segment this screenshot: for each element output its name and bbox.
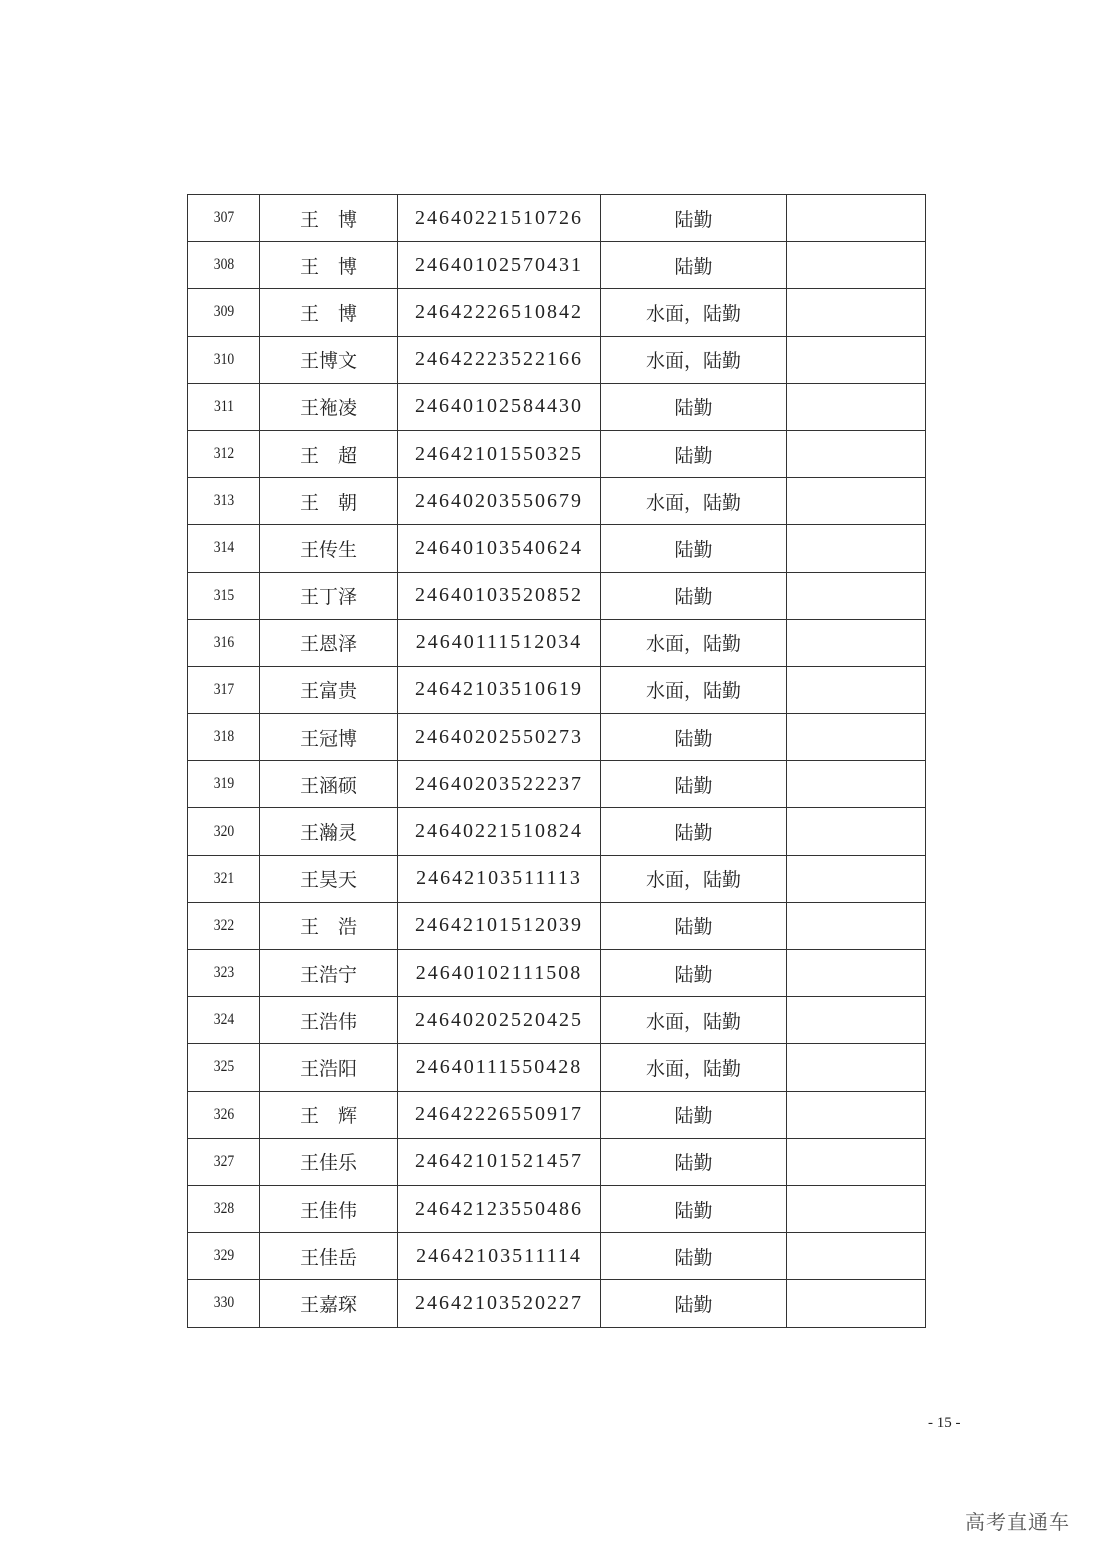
exam-id-cell: 24640202520425 — [398, 997, 601, 1044]
category-cell: 陆勤 — [601, 902, 787, 949]
category-cell: 水面，陆勤 — [601, 855, 787, 902]
candidate-name-cell: 王传生 — [260, 525, 398, 572]
table-row — [188, 619, 926, 666]
row-number-cell: 319 — [193, 761, 254, 808]
candidate-name-cell: 王 博 — [260, 289, 398, 336]
candidate-name-cell: 王佳岳 — [260, 1233, 398, 1280]
candidate-name-cell: 王浩阳 — [260, 1044, 398, 1091]
exam-id-cell: 24642103511114 — [398, 1233, 601, 1280]
exam-id-cell: 24642226510842 — [398, 289, 601, 336]
watermark-logo: 高考直通车 — [965, 1510, 1070, 1534]
candidate-name-cell: 王佳伟 — [260, 1185, 398, 1232]
table-row — [188, 1091, 926, 1138]
candidate-table — [187, 194, 926, 1328]
row-number-cell: 312 — [193, 430, 254, 477]
exam-id-cell: 24640102111508 — [398, 950, 601, 997]
candidate-name-cell: 王 浩 — [260, 902, 398, 949]
table-row — [188, 478, 926, 525]
table-row — [188, 1280, 926, 1327]
exam-id-cell: 24642103510619 — [398, 666, 601, 713]
table-row — [188, 1044, 926, 1091]
table-row — [188, 525, 926, 572]
exam-id-cell: 24640102570431 — [398, 242, 601, 289]
category-cell: 陆勤 — [601, 808, 787, 855]
remark-cell — [787, 242, 926, 289]
candidate-name-cell: 王浩伟 — [260, 997, 398, 1044]
row-number-cell: 308 — [193, 242, 254, 289]
candidate-name-cell: 王 辉 — [260, 1091, 398, 1138]
exam-id-cell: 24642223522166 — [398, 336, 601, 383]
row-number-cell: 316 — [193, 619, 254, 666]
exam-id-cell: 24642103520227 — [398, 1280, 601, 1327]
exam-id-cell: 24640111512034 — [398, 619, 601, 666]
exam-id-cell: 24642101512039 — [398, 902, 601, 949]
row-number-cell: 322 — [193, 902, 254, 949]
remark-cell — [787, 714, 926, 761]
candidate-name-cell: 王袘凌 — [260, 383, 398, 430]
row-number-cell: 307 — [193, 195, 254, 242]
category-cell: 水面，陆勤 — [601, 619, 787, 666]
remark-cell — [787, 997, 926, 1044]
row-number-cell: 324 — [193, 997, 254, 1044]
exam-id-cell: 24640221510824 — [398, 808, 601, 855]
table-row — [188, 997, 926, 1044]
row-number-cell: 309 — [193, 289, 254, 336]
category-cell: 水面，陆勤 — [601, 666, 787, 713]
category-cell: 陆勤 — [601, 761, 787, 808]
remark-cell — [787, 572, 926, 619]
exam-id-cell: 24640203550679 — [398, 478, 601, 525]
table-row — [188, 572, 926, 619]
exam-id-cell: 24640111550428 — [398, 1044, 601, 1091]
exam-id-cell: 24640202550273 — [398, 714, 601, 761]
remark-cell — [787, 383, 926, 430]
row-number-cell: 325 — [193, 1044, 254, 1091]
table-row — [188, 336, 926, 383]
candidate-name-cell: 王 博 — [260, 242, 398, 289]
candidate-name-cell: 王瀚灵 — [260, 808, 398, 855]
candidate-name-cell: 王恩泽 — [260, 619, 398, 666]
remark-cell — [787, 1185, 926, 1232]
table-row — [188, 808, 926, 855]
table-row — [188, 1138, 926, 1185]
category-cell: 陆勤 — [601, 1233, 787, 1280]
table-row — [188, 1185, 926, 1232]
candidate-name-cell: 王佳乐 — [260, 1138, 398, 1185]
table-row — [188, 714, 926, 761]
row-number-cell: 311 — [193, 383, 254, 430]
remark-cell — [787, 289, 926, 336]
exam-id-cell: 24640203522237 — [398, 761, 601, 808]
exam-id-cell: 24642103511113 — [398, 855, 601, 902]
remark-cell — [787, 430, 926, 477]
remark-cell — [787, 478, 926, 525]
exam-id-cell: 24642101550325 — [398, 430, 601, 477]
page-number: - 15 - — [928, 1415, 961, 1431]
table-row — [188, 950, 926, 997]
category-cell: 陆勤 — [601, 195, 787, 242]
category-cell: 陆勤 — [601, 950, 787, 997]
candidate-name-cell: 王 博 — [260, 195, 398, 242]
table-row — [188, 242, 926, 289]
category-cell: 陆勤 — [601, 714, 787, 761]
category-cell: 陆勤 — [601, 1185, 787, 1232]
candidate-name-cell: 王嘉琛 — [260, 1280, 398, 1327]
table-row — [188, 1233, 926, 1280]
category-cell: 陆勤 — [601, 1280, 787, 1327]
candidate-name-cell: 王冠博 — [260, 714, 398, 761]
table-row — [188, 902, 926, 949]
exam-id-cell: 24640103540624 — [398, 525, 601, 572]
remark-cell — [787, 950, 926, 997]
exam-id-cell: 24640102584430 — [398, 383, 601, 430]
remark-cell — [787, 619, 926, 666]
category-cell: 水面，陆勤 — [601, 336, 787, 383]
category-cell: 水面，陆勤 — [601, 1044, 787, 1091]
table-row — [188, 761, 926, 808]
row-number-cell: 320 — [193, 808, 254, 855]
remark-cell — [787, 1233, 926, 1280]
remark-cell — [787, 1280, 926, 1327]
remark-cell — [787, 336, 926, 383]
remark-cell — [787, 195, 926, 242]
table-row — [188, 855, 926, 902]
candidate-name-cell: 王博文 — [260, 336, 398, 383]
candidate-name-cell: 王 朝 — [260, 478, 398, 525]
category-cell: 陆勤 — [601, 383, 787, 430]
remark-cell — [787, 855, 926, 902]
row-number-cell: 315 — [193, 572, 254, 619]
table-row — [188, 430, 926, 477]
remark-cell — [787, 1138, 926, 1185]
candidate-name-cell: 王富贵 — [260, 666, 398, 713]
category-cell: 陆勤 — [601, 525, 787, 572]
exam-id-cell: 24642226550917 — [398, 1091, 601, 1138]
remark-cell — [787, 666, 926, 713]
row-number-cell: 314 — [193, 525, 254, 572]
row-number-cell: 326 — [193, 1091, 254, 1138]
row-number-cell: 310 — [193, 336, 254, 383]
category-cell: 水面，陆勤 — [601, 289, 787, 336]
candidate-name-cell: 王涵硕 — [260, 761, 398, 808]
candidate-name-cell: 王昊天 — [260, 855, 398, 902]
table-row — [188, 195, 926, 242]
row-number-cell: 318 — [193, 714, 254, 761]
table-body — [188, 195, 926, 1328]
remark-cell — [787, 525, 926, 572]
row-number-cell: 317 — [193, 666, 254, 713]
category-cell: 水面，陆勤 — [601, 478, 787, 525]
exam-id-cell: 24642101521457 — [398, 1138, 601, 1185]
table-row — [188, 666, 926, 713]
category-cell: 陆勤 — [601, 430, 787, 477]
row-number-cell: 330 — [193, 1280, 254, 1327]
row-number-cell: 327 — [193, 1138, 254, 1185]
row-number-cell: 329 — [193, 1233, 254, 1280]
category-cell: 水面，陆勤 — [601, 997, 787, 1044]
candidate-name-cell: 王丁泽 — [260, 572, 398, 619]
exam-id-cell: 24640221510726 — [398, 195, 601, 242]
category-cell: 陆勤 — [601, 1091, 787, 1138]
row-number-cell: 323 — [193, 950, 254, 997]
remark-cell — [787, 1044, 926, 1091]
candidate-name-cell: 王 超 — [260, 430, 398, 477]
exam-id-cell: 24642123550486 — [398, 1185, 601, 1232]
row-number-cell: 328 — [193, 1185, 254, 1232]
row-number-cell: 313 — [193, 478, 254, 525]
table-row — [188, 289, 926, 336]
category-cell: 陆勤 — [601, 572, 787, 619]
category-cell: 陆勤 — [601, 1138, 787, 1185]
remark-cell — [787, 761, 926, 808]
candidate-name-cell: 王浩宁 — [260, 950, 398, 997]
row-number-cell: 321 — [193, 855, 254, 902]
table-row — [188, 383, 926, 430]
exam-id-cell: 24640103520852 — [398, 572, 601, 619]
remark-cell — [787, 1091, 926, 1138]
remark-cell — [787, 902, 926, 949]
remark-cell — [787, 808, 926, 855]
category-cell: 陆勤 — [601, 242, 787, 289]
